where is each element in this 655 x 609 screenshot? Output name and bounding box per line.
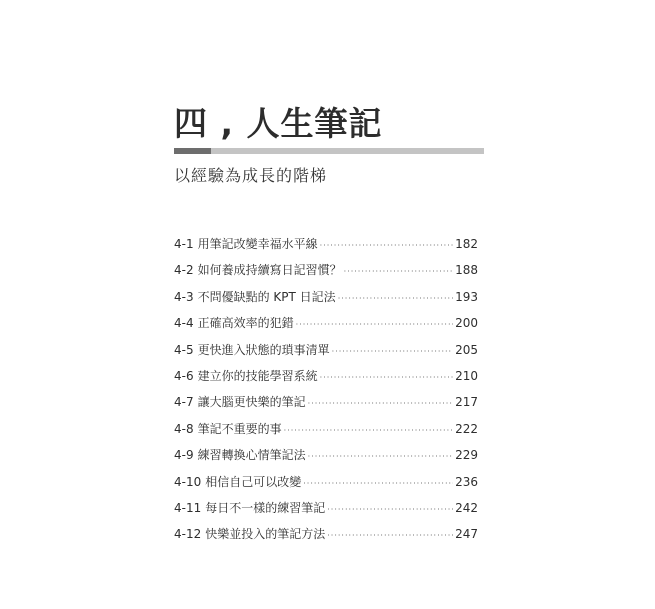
- toc-entry-page: 188: [455, 263, 478, 278]
- toc-entry: [174, 473, 478, 499]
- toc-entry-number: 4-10: [174, 474, 202, 489]
- toc-dot-leader: [338, 294, 453, 303]
- table-of-contents: [174, 235, 478, 552]
- toc-entry-number: 4-12: [174, 527, 202, 542]
- toc-entry-title: 建立你的技能學習系統: [197, 368, 318, 383]
- toc-dot-leader: [303, 479, 453, 488]
- toc-entry: [174, 420, 478, 446]
- toc-dot-leader: [327, 531, 453, 540]
- toc-entry-title: 更快進入狀態的瑣事清單: [197, 342, 330, 357]
- toc-entry-title: 用筆記改變幸福水平線: [197, 237, 318, 251]
- toc-entry-number: 4-9: [174, 448, 194, 463]
- toc-entry-title: 練習轉換心情筆記法: [197, 448, 306, 463]
- toc-entry-title: 相信自己可以改變: [205, 474, 302, 489]
- toc-entry: [174, 446, 478, 472]
- toc-entry: [174, 314, 478, 340]
- toc-entry-number: 4-7: [174, 395, 194, 410]
- toc-entry: [174, 235, 478, 261]
- toc-entry-number: 4-5: [174, 342, 194, 357]
- chapter-subtitle: 以經驗為成長的階梯: [174, 166, 328, 185]
- toc-entry-title: 每日不一樣的練習筆記: [205, 500, 326, 515]
- toc-entry-page: 222: [455, 421, 478, 436]
- title-underline-rule: [174, 148, 484, 154]
- toc-entry: [174, 261, 478, 287]
- toc-entry: [174, 288, 478, 314]
- toc-entry-page: 210: [455, 368, 478, 383]
- toc-dot-leader: [327, 505, 453, 514]
- toc-entry-page: 200: [455, 316, 478, 331]
- title-underline-accent: [174, 148, 211, 154]
- toc-dot-leader: [344, 267, 453, 276]
- toc-entry-number: 4-3: [174, 289, 194, 304]
- toc-entry-title: 讓大腦更快樂的筆記: [197, 395, 306, 410]
- toc-dot-leader: [308, 399, 453, 408]
- toc-entry: [174, 341, 478, 367]
- toc-entry-page: 182: [455, 237, 478, 251]
- toc-entry-title: 不問優缺點的 KPT 日記法: [197, 289, 336, 304]
- toc-entry-number: 4-1: [174, 237, 194, 251]
- toc-entry-title: 筆記不重要的事: [197, 421, 282, 436]
- toc-dot-leader: [320, 373, 453, 382]
- toc-entry-page: 205: [455, 342, 478, 357]
- toc-entry-title: 正確高效率的犯錯: [197, 316, 294, 331]
- toc-entry-number: 4-8: [174, 421, 194, 436]
- chapter-title: 四 , 人生筆記: [174, 104, 383, 143]
- toc-entry-number: 4-2: [174, 263, 194, 278]
- toc-dot-leader: [308, 452, 453, 461]
- toc-dot-leader: [320, 241, 453, 250]
- toc-entry-number: 4-4: [174, 316, 194, 331]
- toc-entry-page: 247: [455, 527, 478, 542]
- toc-entry-page: 229: [455, 448, 478, 463]
- toc-dot-leader: [296, 320, 453, 329]
- toc-entry-page: 242: [455, 500, 478, 515]
- toc-entry-title: 快樂並投入的筆記方法: [205, 527, 326, 542]
- toc-entry: [174, 367, 478, 393]
- toc-entry-number: 4-11: [174, 500, 202, 515]
- toc-entry-page: 236: [455, 474, 478, 489]
- toc-entry: [174, 499, 478, 525]
- toc-entry: [174, 393, 478, 419]
- toc-entry-page: 193: [455, 289, 478, 304]
- toc-entry-title: 如何養成持續寫日記習慣？: [197, 263, 342, 278]
- toc-dot-leader: [332, 347, 453, 356]
- toc-entry-number: 4-6: [174, 368, 194, 383]
- toc-entry-page: 217: [455, 395, 478, 410]
- toc-dot-leader: [284, 426, 453, 435]
- toc-entry: [174, 525, 478, 551]
